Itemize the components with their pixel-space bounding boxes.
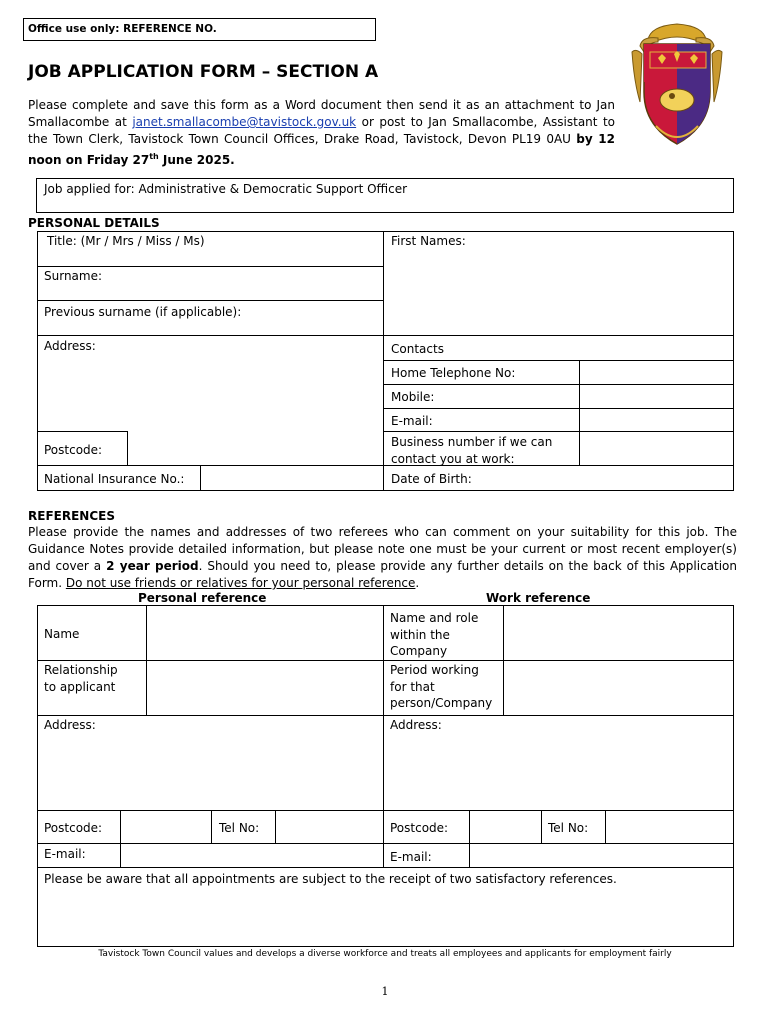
references-paragraph bbox=[28, 524, 737, 592]
council-crest-icon bbox=[628, 22, 726, 150]
deadline-sup: th bbox=[149, 152, 159, 161]
home-telephone-label: Home Telephone No: bbox=[391, 366, 516, 380]
ref-personal-tel-label: Tel No: bbox=[219, 821, 260, 835]
references-table bbox=[37, 605, 734, 947]
address-label: Address: bbox=[44, 339, 96, 353]
references-text-3: . bbox=[415, 576, 420, 590]
footer-statement: Tavistock Town Council values and develops a diverse workforce and treats all employees and applicants for employment fairly bbox=[98, 949, 672, 959]
ref-personal-email-label: E-mail: bbox=[44, 847, 86, 861]
ref-role-label-2: within the bbox=[390, 628, 450, 642]
ref-relationship-label-1: Relationship bbox=[44, 663, 118, 677]
references-underline: Do not use friends or relatives for your personal reference bbox=[65, 576, 416, 590]
ref-name-label: Name bbox=[44, 627, 80, 641]
personal-details-table bbox=[37, 231, 734, 491]
intro-text-1: Please complete and save this form as a Word document then send it as an attachment to Jan Smallacombe at bbox=[28, 98, 615, 129]
ref-personal-postcode-label: Postcode: bbox=[44, 821, 103, 835]
date-of-birth-label: Date of Birth: bbox=[391, 472, 472, 486]
business-number-label-2: contact you at work: bbox=[391, 452, 515, 466]
ref-period-label-2: for that bbox=[390, 680, 435, 694]
ref-role-label-1: Name and role bbox=[390, 611, 479, 625]
ref-period-label-1: Period working bbox=[390, 663, 479, 677]
email-label: E-mail: bbox=[391, 414, 433, 428]
personal-details-heading: PERSONAL DETAILS bbox=[28, 216, 160, 230]
page-title: JOB APPLICATION FORM – SECTION A bbox=[28, 62, 379, 82]
references-heading: REFERENCES bbox=[28, 509, 115, 523]
ni-number-label: National Insurance No.: bbox=[44, 472, 185, 486]
references-text-1: Please provide the names and addresses of two referees who can comment on your suitability for this job. The Guidance Notes provide detailed information, but please note one must be your current or most recent employer(s) and cover a bbox=[28, 525, 737, 573]
deadline-b: June 2025. bbox=[158, 153, 235, 167]
references-text-2: . Should you need to, please provide any further details on the back of this Application Form. bbox=[28, 559, 738, 590]
job-applied-label: Job applied for: Administrative & Democratic Support Officer bbox=[44, 182, 408, 196]
title-field-label: Title: (Mr / Mrs / Miss / Ms) bbox=[47, 234, 205, 248]
contacts-label: Contacts bbox=[391, 342, 444, 356]
ref-personal-address-label: Address: bbox=[44, 718, 96, 732]
references-notice: Please be aware that all appointments are subject to the receipt of two satisfactory references. bbox=[44, 872, 617, 886]
office-use-label: Office use only: REFERENCE NO. bbox=[28, 23, 217, 35]
contact-email-link[interactable]: janet.smallacombe@tavistock.gov.uk bbox=[132, 115, 357, 129]
mobile-label: Mobile: bbox=[391, 390, 435, 404]
first-names-label: First Names: bbox=[391, 234, 466, 248]
deadline-a: by 12 noon on Friday 27 bbox=[28, 132, 615, 167]
postcode-label: Postcode: bbox=[44, 443, 103, 457]
references-bold: 2 year period bbox=[106, 559, 199, 573]
ref-work-address-label: Address: bbox=[390, 718, 442, 732]
work-reference-heading: Work reference bbox=[486, 591, 591, 605]
previous-surname-label: Previous surname (if applicable): bbox=[44, 305, 242, 319]
ref-period-label-3: person/Company bbox=[390, 696, 493, 710]
ref-work-email-label: E-mail: bbox=[390, 850, 432, 864]
ref-work-postcode-label: Postcode: bbox=[390, 821, 449, 835]
intro-text-2: or post to Jan Smallacombe, Assistant to the Town Clerk, Tavistock Town Council Offices, Drake Road, Tavistock, Devon PL19 0AU bbox=[28, 115, 616, 146]
ref-work-tel-label: Tel No: bbox=[548, 821, 589, 835]
page-number: 1 bbox=[381, 985, 389, 998]
business-number-label-1: Business number if we can bbox=[391, 435, 553, 449]
intro-paragraph bbox=[28, 97, 615, 169]
personal-reference-heading: Personal reference bbox=[138, 591, 267, 605]
ref-relationship-label-2: to applicant bbox=[44, 680, 116, 694]
ref-role-label-3: Company bbox=[390, 644, 448, 658]
surname-label: Surname: bbox=[44, 269, 103, 283]
